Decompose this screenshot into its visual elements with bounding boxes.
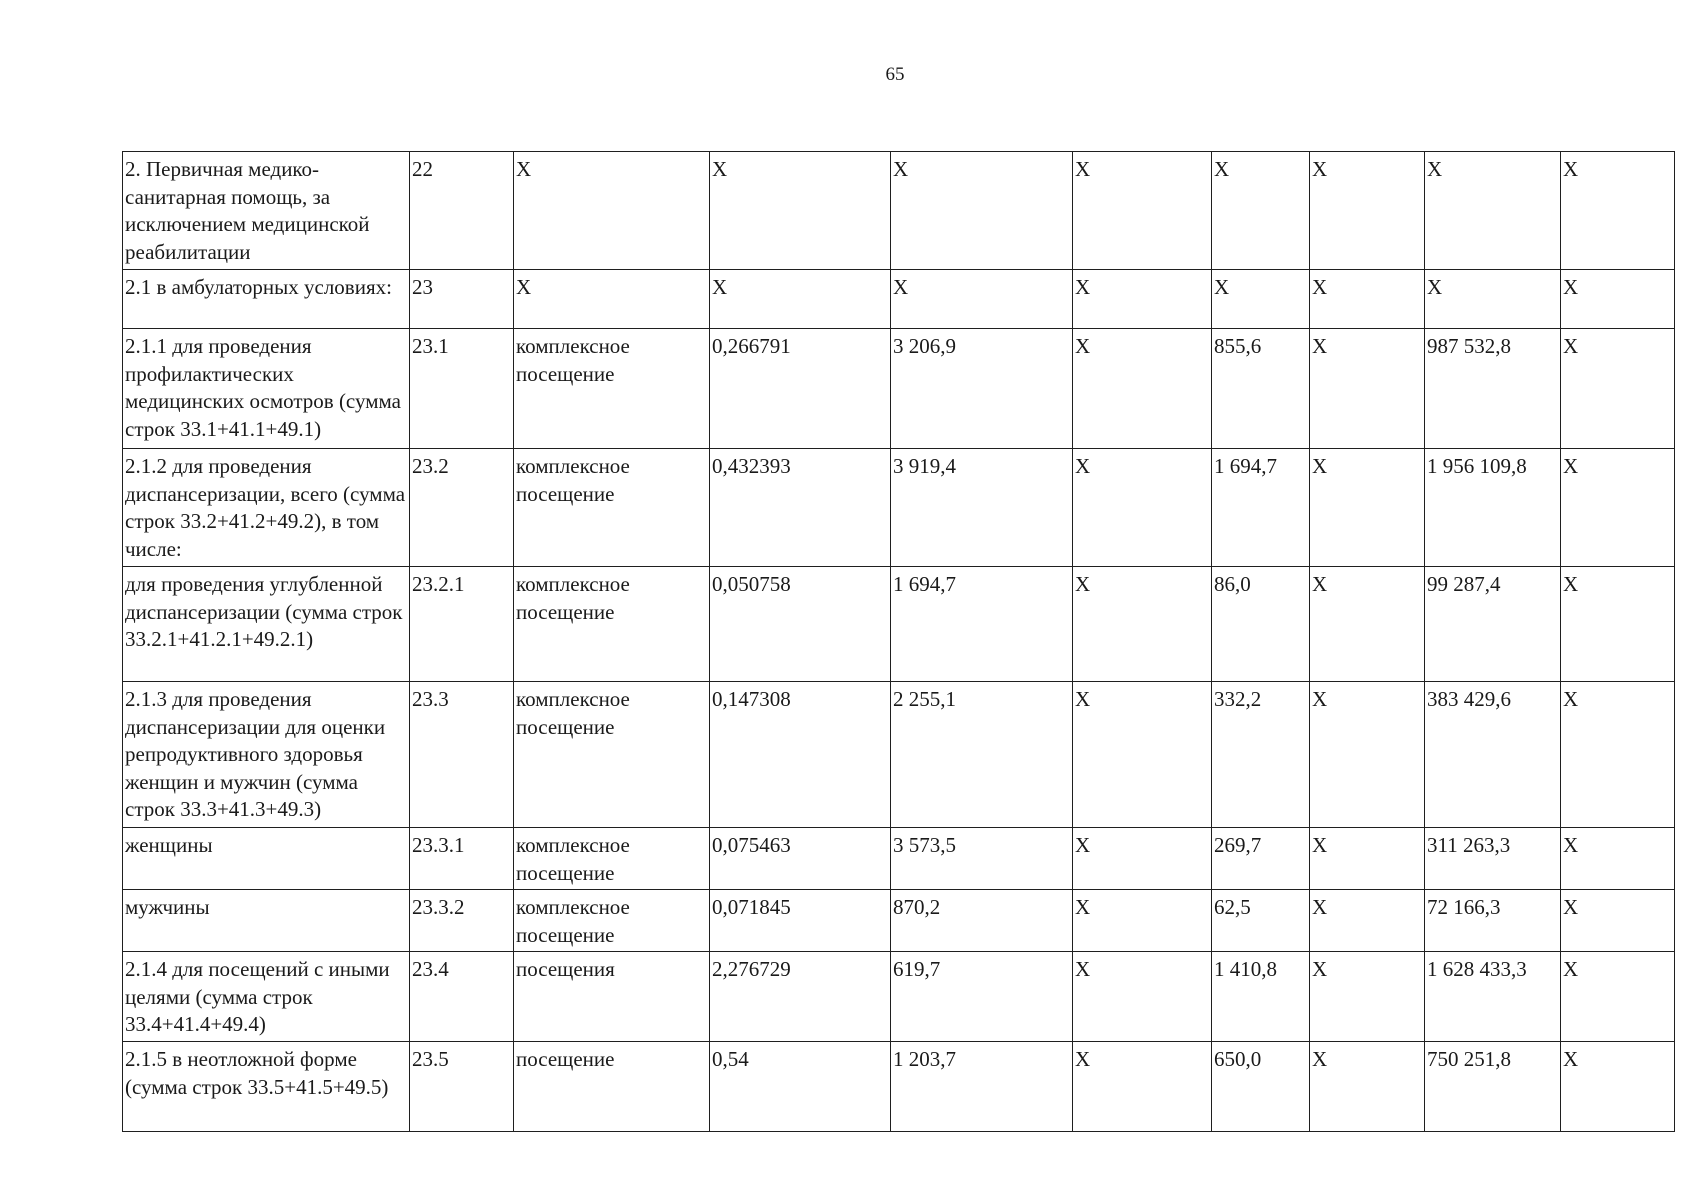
x-cell: X: [1310, 890, 1425, 952]
x-cell: X: [1561, 1042, 1675, 1132]
row-code-cell: 23.3.1: [410, 828, 514, 890]
unit-cell: посещение: [514, 1042, 710, 1132]
total-cell: 1 956 109,8: [1425, 449, 1561, 567]
total-cell: X: [1425, 270, 1561, 329]
total-cell: 1 628 433,3: [1425, 952, 1561, 1042]
unit-cell: комплексное посещение: [514, 682, 710, 828]
cost-cell: 2 255,1: [891, 682, 1073, 828]
x-cell: X: [1073, 567, 1212, 682]
cost-cell: 3 206,9: [891, 329, 1073, 449]
total-cell: X: [1425, 152, 1561, 270]
total-cell: 311 263,3: [1425, 828, 1561, 890]
norm-cell: 0,147308: [710, 682, 891, 828]
x-cell: X: [1310, 828, 1425, 890]
cost-cell: 870,2: [891, 890, 1073, 952]
table-container: [122, 151, 1675, 1132]
table-row: [123, 449, 1675, 567]
cost-cell: 619,7: [891, 952, 1073, 1042]
row-code-cell: 23.5: [410, 1042, 514, 1132]
norm-cell: 0,266791: [710, 329, 891, 449]
total-cell: 750 251,8: [1425, 1042, 1561, 1132]
sum-cell: 1 694,7: [1212, 449, 1310, 567]
row-name-cell: 2.1.3 для проведения диспансеризации для оценки репродуктивного здоровья женщин и мужчин (сумма строк 33.3+41.3+49.3): [123, 682, 410, 828]
norm-cell: 0,050758: [710, 567, 891, 682]
norm-cell: 0,432393: [710, 449, 891, 567]
table-row: [123, 952, 1675, 1042]
table-body: [123, 152, 1675, 1132]
x-cell: X: [1561, 682, 1675, 828]
table-row: [123, 270, 1675, 329]
sum-cell: X: [1212, 270, 1310, 329]
x-cell: X: [1561, 890, 1675, 952]
total-cell: 99 287,4: [1425, 567, 1561, 682]
sum-cell: 86,0: [1212, 567, 1310, 682]
unit-cell: X: [514, 152, 710, 270]
total-cell: 383 429,6: [1425, 682, 1561, 828]
x-cell: X: [1310, 682, 1425, 828]
sum-cell: 62,5: [1212, 890, 1310, 952]
row-name-cell: 2.1.4 для посещений с иными целями (сумма строк 33.4+41.4+49.4): [123, 952, 410, 1042]
norm-cell: X: [710, 152, 891, 270]
sum-cell: 855,6: [1212, 329, 1310, 449]
data-table: [122, 151, 1675, 1132]
cost-cell: 3 573,5: [891, 828, 1073, 890]
x-cell: X: [1310, 567, 1425, 682]
row-name-cell: 2.1.5 в неотложной форме (сумма строк 33.5+41.5+49.5): [123, 1042, 410, 1132]
row-name-cell: 2.1.2 для проведения диспансеризации, всего (сумма строк 33.2+41.2+49.2), в том числе:: [123, 449, 410, 567]
unit-cell: комплексное посещение: [514, 890, 710, 952]
x-cell: X: [1561, 152, 1675, 270]
norm-cell: 0,075463: [710, 828, 891, 890]
x-cell: X: [1073, 682, 1212, 828]
x-cell: X: [1310, 270, 1425, 329]
norm-cell: 0,54: [710, 1042, 891, 1132]
unit-cell: комплексное посещение: [514, 449, 710, 567]
x-cell: X: [1073, 1042, 1212, 1132]
sum-cell: 269,7: [1212, 828, 1310, 890]
x-cell: X: [1073, 449, 1212, 567]
x-cell: X: [1310, 152, 1425, 270]
x-cell: X: [1310, 329, 1425, 449]
sum-cell: 650,0: [1212, 1042, 1310, 1132]
unit-cell: комплексное посещение: [514, 329, 710, 449]
sum-cell: 332,2: [1212, 682, 1310, 828]
row-name-cell: 2.1 в амбулаторных условиях:: [123, 270, 410, 329]
norm-cell: 0,071845: [710, 890, 891, 952]
x-cell: X: [1561, 828, 1675, 890]
x-cell: X: [1073, 329, 1212, 449]
row-code-cell: 23.3.2: [410, 890, 514, 952]
table-row: [123, 890, 1675, 952]
row-code-cell: 23.4: [410, 952, 514, 1042]
page-number: 65: [885, 64, 905, 85]
unit-cell: комплексное посещение: [514, 567, 710, 682]
table-row: [123, 682, 1675, 828]
x-cell: X: [1073, 270, 1212, 329]
row-name-cell: для проведения углубленной диспансеризации (сумма строк 33.2.1+41.2.1+49.2.1): [123, 567, 410, 682]
x-cell: X: [1561, 567, 1675, 682]
total-cell: 987 532,8: [1425, 329, 1561, 449]
row-code-cell: 23.1: [410, 329, 514, 449]
row-code-cell: 22: [410, 152, 514, 270]
unit-cell: комплексное посещение: [514, 828, 710, 890]
cost-cell: 3 919,4: [891, 449, 1073, 567]
x-cell: X: [1310, 952, 1425, 1042]
sum-cell: X: [1212, 152, 1310, 270]
norm-cell: X: [710, 270, 891, 329]
x-cell: X: [1073, 890, 1212, 952]
unit-cell: X: [514, 270, 710, 329]
row-name-cell: 2. Первичная медико-санитарная помощь, за исключением медицинской реабилитации: [123, 152, 410, 270]
unit-cell: посещения: [514, 952, 710, 1042]
cost-cell: 1 694,7: [891, 567, 1073, 682]
row-name-cell: мужчины: [123, 890, 410, 952]
cost-cell: 1 203,7: [891, 1042, 1073, 1132]
sum-cell: 1 410,8: [1212, 952, 1310, 1042]
row-code-cell: 23.3: [410, 682, 514, 828]
row-code-cell: 23: [410, 270, 514, 329]
x-cell: X: [1310, 449, 1425, 567]
norm-cell: 2,276729: [710, 952, 891, 1042]
table-row: [123, 567, 1675, 682]
x-cell: X: [1561, 329, 1675, 449]
table-row: [123, 329, 1675, 449]
x-cell: X: [1073, 152, 1212, 270]
x-cell: X: [1073, 952, 1212, 1042]
total-cell: 72 166,3: [1425, 890, 1561, 952]
x-cell: X: [1073, 828, 1212, 890]
table-row: [123, 152, 1675, 270]
x-cell: X: [1561, 952, 1675, 1042]
row-name-cell: 2.1.1 для проведения профилактических медицинских осмотров (сумма строк 33.1+41.1+49.1): [123, 329, 410, 449]
x-cell: X: [1561, 449, 1675, 567]
table-row: [123, 828, 1675, 890]
table-row: [123, 1042, 1675, 1132]
x-cell: X: [1561, 270, 1675, 329]
x-cell: X: [1310, 1042, 1425, 1132]
row-name-cell: женщины: [123, 828, 410, 890]
cost-cell: X: [891, 270, 1073, 329]
row-code-cell: 23.2.1: [410, 567, 514, 682]
row-code-cell: 23.2: [410, 449, 514, 567]
cost-cell: X: [891, 152, 1073, 270]
